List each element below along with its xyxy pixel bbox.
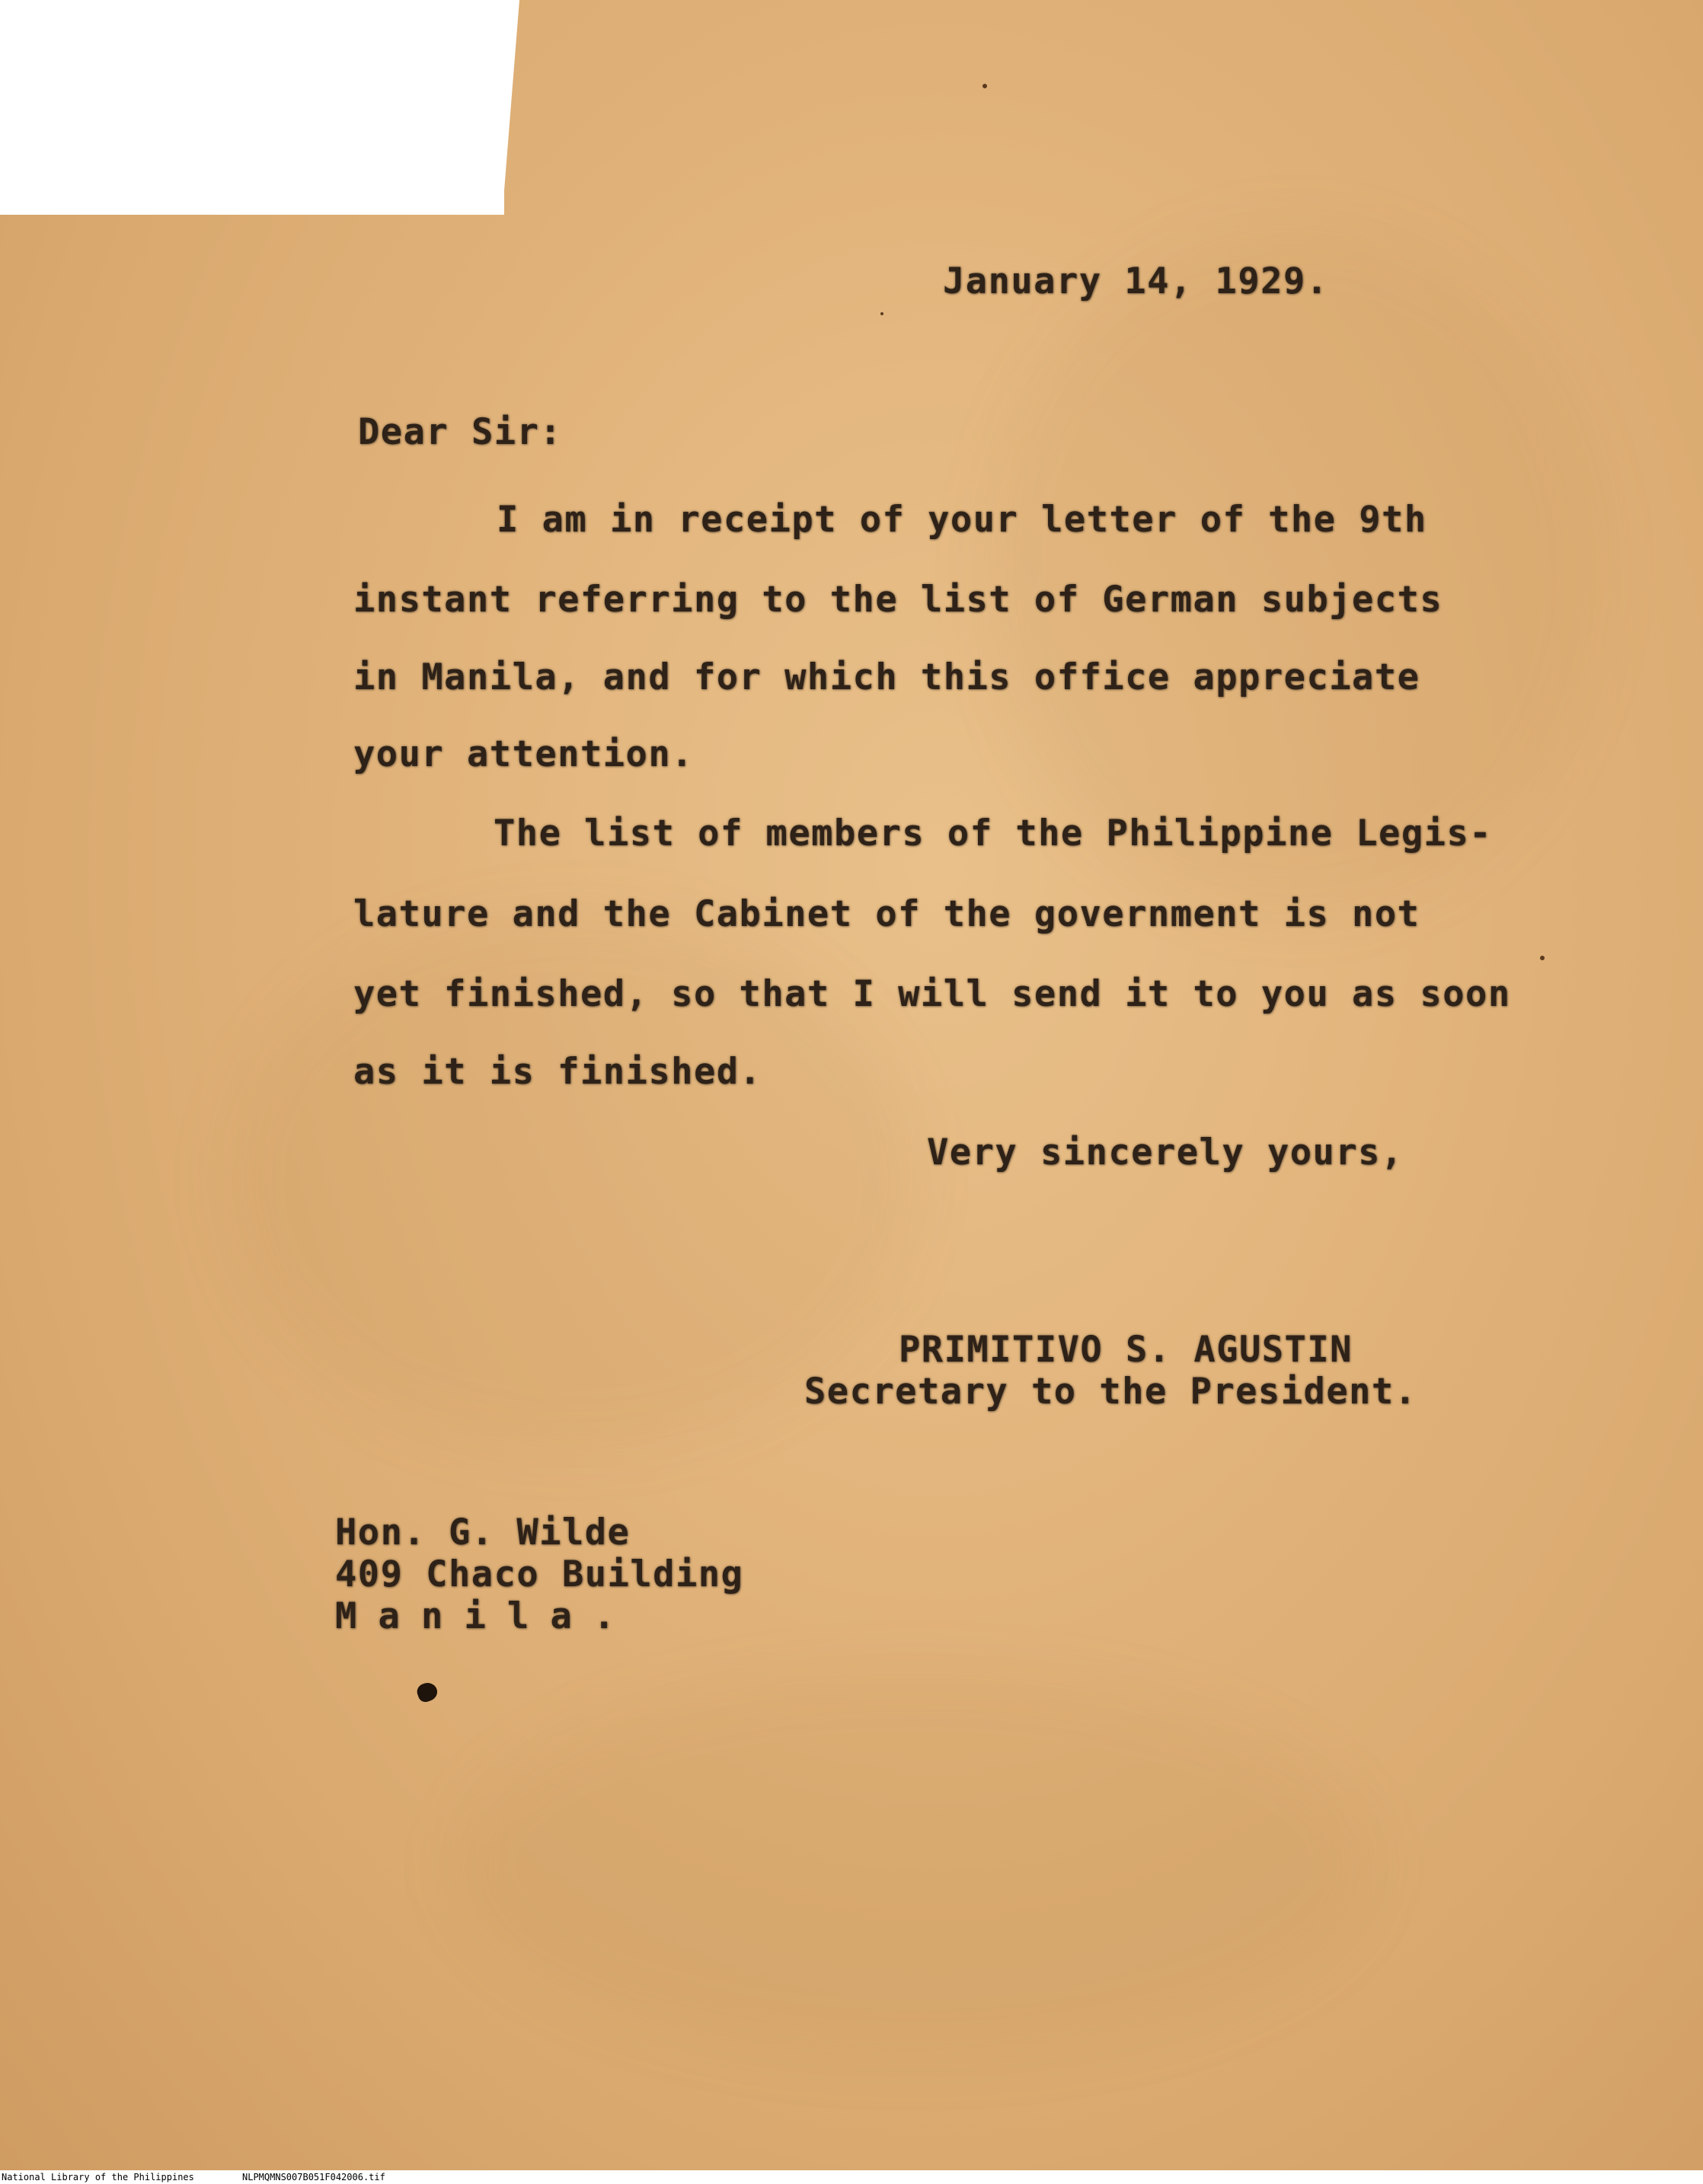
paper-stain [457,1675,1371,2056]
ink-speck [880,312,883,315]
recipient-line: Hon. G. Wilde [335,1512,631,1553]
letter-date: January 14, 1929. [943,260,1329,302]
ink-speck [982,84,987,88]
recipient-line: 409 Chaco Building [335,1553,744,1595]
paper-stain [990,228,1599,914]
body-line: The list of members of the Philippine Legis- [494,813,1493,854]
letter-closing: Very sincerely yours, [927,1132,1404,1173]
body-line: yet finished, so that I will send it to you as soon [353,973,1511,1015]
letter-salutation: Dear Sir: [358,411,563,453]
body-line: lature and the Cabinet of the government is not [353,893,1420,935]
body-line: in Manila, and for which this office appreciate [353,656,1420,698]
signature-title: Secretary to the President. [804,1371,1417,1413]
body-line: as it is finished. [353,1051,762,1093]
ink-speck [1540,956,1545,960]
footer-filename: NLPMQMNS007B051F042006.tif [242,2172,385,2182]
signature-name: PRIMITIVO S. AGUSTIN [899,1329,1353,1371]
body-line: instant referring to the list of German subjects [353,579,1443,621]
recipient-line: Manila. [335,1595,637,1637]
body-line: your attention. [353,733,694,775]
footer-source: National Library of the Philippines [2,2172,194,2182]
body-line: I am in receipt of your letter of the 9th [497,499,1427,541]
